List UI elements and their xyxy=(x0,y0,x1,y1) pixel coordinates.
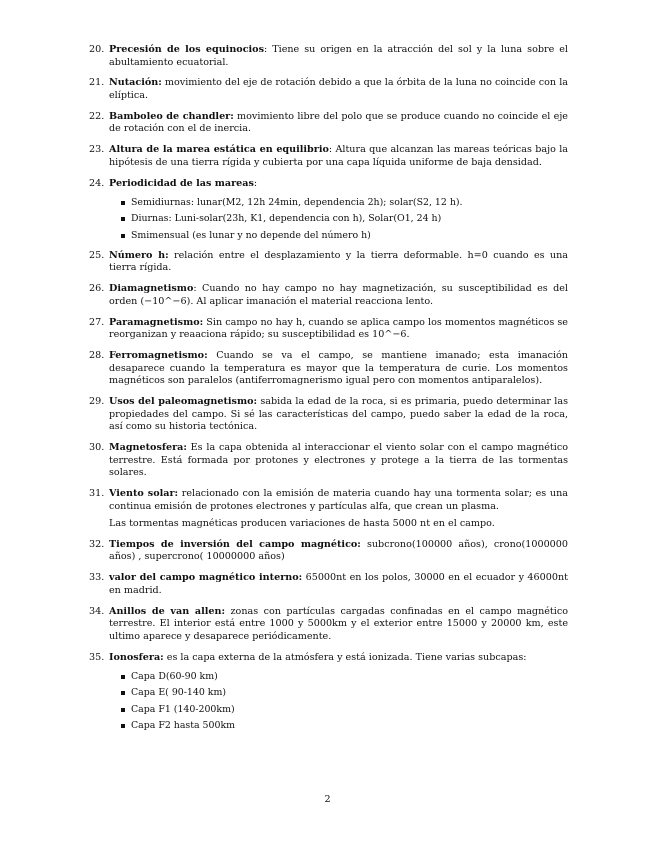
item-text: Cuando se va el campo, se mantiene imanado; esta imanación desaparece cuando la temperatura es mayor que la temperatura de curie. Los momentos magnéticos son paralelos (antiferromagnerismo igual pero con momentos antiparalelos). xyxy=(109,350,568,387)
list-item xyxy=(0,317,655,342)
sub-item-text: Semidiurnas: lunar(M2, 12h 24min, dependencia 2h); solar(S2, 12 h). xyxy=(131,197,463,209)
bullet-icon xyxy=(121,708,125,712)
sub-list-item xyxy=(109,704,568,716)
item-term: valor del campo magnético interno: xyxy=(109,572,303,584)
sub-item-text: Capa D(60-90 km) xyxy=(131,671,218,683)
item-text: Sin campo no hay h, cuando se aplica campo los momentos magnéticos se reorganizan y reaaciona rápido; su susceptibilidad es 10^−6. xyxy=(109,316,568,341)
item-text: zonas con partículas cargadas confinadas en el campo magnético terrestre. El interior está entre 1000 y 5000km y el exterior entre 15000 y 20000 km, este ultimo aparece y desaparece periódicamente. xyxy=(109,605,568,642)
item-term: Paramagnetismo: xyxy=(109,316,204,328)
item-number: 26. xyxy=(89,283,105,295)
item-text: : xyxy=(253,177,258,189)
list-item xyxy=(0,77,655,102)
item-term: Ferromagnetismo: xyxy=(109,350,208,362)
sub-list-item xyxy=(109,720,568,732)
item-extra-paragraph: Las tormentas magnéticas producen variaciones de hasta 5000 nt en el campo. xyxy=(109,518,495,530)
list-item xyxy=(0,652,655,732)
bullet-icon xyxy=(121,217,125,221)
item-number: 29. xyxy=(89,395,105,407)
item-number: 33. xyxy=(89,572,105,584)
bullet-icon xyxy=(121,201,125,205)
item-term: Periodicidad de las mareas xyxy=(109,177,254,189)
item-text: : Altura que alcanzan las mareas teóricas bajo la hipótesis de una tierra rígida y cubierta por una capa líquida uniforme de baja densidad. xyxy=(109,144,568,168)
item-text: es la capa externa de la atmósfera y está ionizada. Tiene varias subcapas: xyxy=(163,651,527,663)
item-term: Anillos de van allen: xyxy=(109,605,226,617)
list-item xyxy=(0,178,655,242)
sub-item-text: Diurnas: Luni-solar(23h, K1, dependencia con h), Solar(O1, 24 h) xyxy=(131,213,442,225)
item-text: : Tiene su origen en la atracción del sol y la luna sobre el abultamiento ecuatorial. xyxy=(109,44,568,68)
sub-list-item xyxy=(109,197,568,209)
item-text: : Cuando no hay campo no hay magnetización, su susceptibilidad es del orden (−10^−6). Al aplicar imanación el material reacciona lento. xyxy=(109,283,568,307)
item-text: movimiento del eje de rotación debido a que la órbita de la luna no coincide con la elíptica. xyxy=(109,77,568,101)
bullet-icon xyxy=(121,691,125,695)
item-term: Altura de la marea estática en equilibrio xyxy=(109,144,329,156)
item-number: 25. xyxy=(89,249,105,261)
list-item xyxy=(0,111,655,136)
item-text: movimiento libre del polo que se produce cuando no coincide el eje de rotación con el de inercia. xyxy=(109,110,568,135)
item-number: 20. xyxy=(89,44,105,55)
sub-list-item xyxy=(109,687,568,699)
sub-list-item xyxy=(109,230,568,242)
list-item xyxy=(0,442,655,480)
item-number: 27. xyxy=(89,316,105,328)
list-item xyxy=(0,606,655,644)
bullet-icon xyxy=(121,724,125,728)
item-number: 24. xyxy=(89,177,105,189)
list-item xyxy=(0,572,655,597)
item-text: 65000nt en los polos, 30000 en el ecuador y 46000nt en madrid. xyxy=(109,572,568,596)
item-number: 28. xyxy=(89,350,105,362)
item-term: Viento solar: xyxy=(109,487,179,499)
definition-list xyxy=(0,44,655,740)
item-term: Diamagnetismo xyxy=(109,283,194,295)
item-text: relación entre el desplazamiento y la tierra deformable. h=0 cuando es una tierra rígida. xyxy=(109,249,568,274)
item-number: 22. xyxy=(89,110,105,122)
sub-list xyxy=(109,671,568,732)
item-number: 31. xyxy=(89,487,105,499)
sub-item-text: Smimensual (es lunar y no depende del número h) xyxy=(131,229,371,241)
list-item xyxy=(0,396,655,434)
list-item xyxy=(0,488,655,531)
sub-item-text: Capa F1 (140-200km) xyxy=(131,703,235,715)
sub-item-text: Capa F2 hasta 500km xyxy=(131,719,236,731)
bullet-icon xyxy=(121,234,125,238)
sub-list-item xyxy=(109,671,568,683)
list-item xyxy=(0,250,655,275)
item-term: Número h: xyxy=(109,249,169,261)
bullet-icon xyxy=(121,675,125,679)
list-item xyxy=(0,44,655,69)
item-number: 30. xyxy=(89,441,105,453)
item-number: 35. xyxy=(89,651,105,663)
list-item xyxy=(0,539,655,564)
item-term: Bamboleo de chandler: xyxy=(109,110,234,122)
list-item xyxy=(0,283,655,308)
sub-item-text: Capa E( 90-140 km) xyxy=(131,687,227,699)
item-term: Ionosfera: xyxy=(109,651,164,663)
list-item xyxy=(0,144,655,169)
item-text: subcrono(100000 años), crono(1000000 años) , supercrono( 10000000 años) xyxy=(109,538,568,563)
item-term: Usos del paleomagnetismo: xyxy=(109,395,258,407)
item-term: Magnetosfera: xyxy=(109,441,187,453)
item-number: 23. xyxy=(89,144,105,156)
item-number: 32. xyxy=(89,538,105,550)
item-term: Tiempos de inversión del campo magnético: xyxy=(109,538,361,550)
item-number: 21. xyxy=(89,77,105,89)
sub-list xyxy=(109,197,568,242)
list-item xyxy=(0,350,655,388)
sub-list-item xyxy=(109,213,568,225)
item-number: 34. xyxy=(89,605,105,617)
item-text: Es la capa obtenida al interaccionar el viento solar con el campo magnético terrestre. Está formada por protones y electrones y protege a la tierra de las tormentas solares. xyxy=(109,441,568,479)
item-text: sabida la edad de la roca, si es primaria, puedo determinar las propiedades del campo. Si sé las características del campo, puedo saber la edad de la roca, así como su historia tectónica. xyxy=(109,395,569,433)
item-text: relacionado con la emisión de materia cuando hay una tormenta solar; es una continua emisión de protones electrones y partículas alfa, que crean un plasma. xyxy=(109,487,568,512)
item-term: Precesión de los equinocios xyxy=(109,44,264,55)
page-number: 2 xyxy=(324,794,331,805)
item-term: Nutación: xyxy=(109,77,162,89)
